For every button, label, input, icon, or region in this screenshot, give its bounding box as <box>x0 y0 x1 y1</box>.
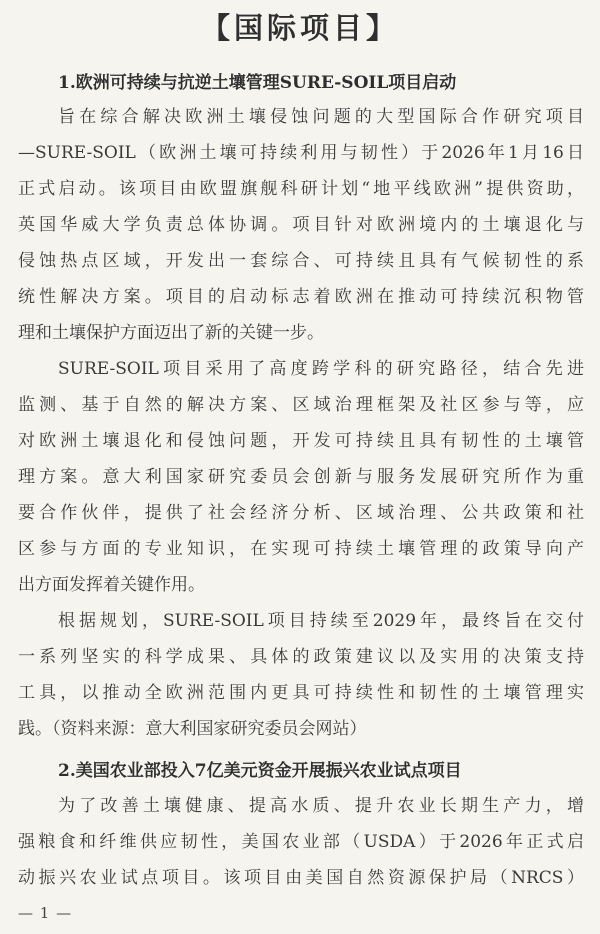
paragraph-line: 践。（资料来源：意大利国家研究委员会网站） <box>18 719 367 739</box>
paragraph-line: 工具，以推动全欧洲范围内更具可持续性和韧性的土壤管理实 <box>18 683 584 703</box>
section-heading-1: 1.欧洲可持续与抗逆土壤管理SURE-SOIL项目启动 <box>58 73 457 93</box>
paragraph-line: SURE-SOIL项目采用了高度跨学科的研究路径，结合先进 <box>58 359 584 379</box>
section-heading-2: 2.美国农业部投入7亿美元资金开展振兴农业试点项目 <box>58 761 462 781</box>
paragraph-line: 旨在综合解决欧洲土壤侵蚀问题的大型国际合作研究项目 <box>58 107 584 127</box>
paragraph-line: 动振兴农业试点项目。该项目由美国自然资源保护局（NRCS） <box>18 868 584 888</box>
paragraph-line: 一系列坚实的科学成果、具体的政策建议以及实用的决策支持 <box>18 647 584 667</box>
paragraph-line: 英国华威大学负责总体协调。项目针对欧洲境内的土壤退化与 <box>18 215 584 235</box>
paragraph-line: 正式启动。该项目由欧盟旗舰科研计划“地平线欧洲”提供资助， <box>18 179 584 199</box>
paragraph-line: 统性解决方案。项目的启动标志着欧洲在推动可持续沉积物管 <box>18 287 584 307</box>
paragraph-line: 出方面发挥着关键作用。 <box>18 575 205 595</box>
paragraph-line: 区参与方面的专业知识，在实现可持续土壤管理的政策导向产 <box>18 539 584 559</box>
paragraph-line: —SURE-SOIL（欧洲土壤可持续利用与韧性）于2026年1月16日 <box>18 143 584 163</box>
paragraph-line: 要合作伙伴，提供了社会经济分析、区域治理、公共政策和社 <box>18 503 584 523</box>
paragraph-line: 理和土壤保护方面迈出了新的关键一步。 <box>18 323 324 343</box>
paragraph-line: 强粮食和纤维供应韧性，美国农业部（USDA）于2026年正式启 <box>18 832 584 852</box>
page-title: 【国际项目】 <box>200 11 399 45</box>
paragraph-line: 根据规划，SURE-SOIL项目持续至2029年，最终旨在交付 <box>58 611 584 631</box>
paragraph-line: 理方案。意大利国家研究委员会创新与服务发展研究所作为重 <box>18 467 584 487</box>
paragraph-line: 侵蚀热点区域，开发出一套综合、可持续且具有气候韧性的系 <box>18 251 584 271</box>
paragraph-line: 为了改善土壤健康、提高水质、提升农业长期生产力，增 <box>58 796 584 816</box>
paragraph-line: 对欧洲土壤退化和侵蚀问题，开发可持续且具有韧性的土壤管 <box>18 431 584 451</box>
paragraph-line: 监测、基于自然的解决方案、区域治理框架及社区参与等，应 <box>18 395 584 415</box>
page-number: — 1 — <box>18 904 73 922</box>
